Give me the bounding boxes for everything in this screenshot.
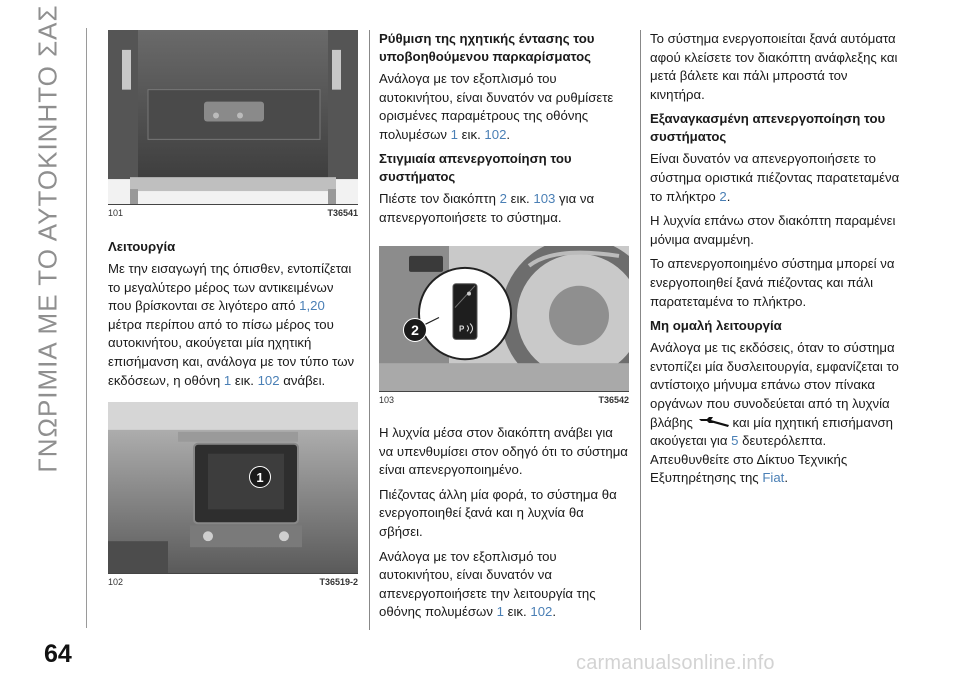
- heading-volume-adjust: Ρύθμιση της ηχητικής έντασης του υποβοηθούμενου παρκαρίσματος: [379, 31, 595, 64]
- svg-text:P: P: [459, 324, 465, 334]
- figure-code: T36541: [327, 208, 358, 218]
- paragraph-volume-adjust: Ανάλογα με τον εξοπλισμό του αυτοκινήτου, είναι δυνατόν να ρυθμίσετε ορισμένες παραμέτρους της οθόνης πολυμέσων 1 εικ. 102.: [379, 71, 614, 142]
- figure-102-image: [108, 402, 358, 574]
- side-divider: [86, 28, 87, 628]
- paragraph-malfunction: Ανάλογα με τις εκδόσεις, όταν το σύστημα εντοπίζει μία δυσλειτουργία, εμφανίζεται το αντίστοιχο μήνυμα επάνω στον πίνακα οργάνων που συνοδεύεται από τη λυχνία βλάβης και μία ηχητική επισήμανση ακούγεται για 5 δευτερόλεπτα. Απευθυνθείτε στο Δίκτυο Τεχνικής Εξυπηρέτησης της Fiat.: [650, 340, 899, 486]
- column-divider: [640, 30, 641, 630]
- heading-temporary-disable: Στιγμιαία απενεργοποίηση του συστήματος: [379, 151, 572, 185]
- column-3: [650, 30, 900, 494]
- page-number: 64: [44, 640, 72, 668]
- callout-2: 2: [403, 318, 427, 342]
- paragraph-lamp-permanent: Η λυχνία επάνω στον διακόπτη παραμένει μόνιμα αναμμένη.: [650, 213, 896, 247]
- column-2-lower: [379, 424, 629, 628]
- paragraph-lamp-on: Η λυχνία μέσα στον διακόπτη ανάβει για να υπενθυμίσει στον οδηγό ότι το σύστημα είναι απενεργοποιημένο.: [379, 425, 628, 478]
- figure-number: 103: [379, 395, 395, 405]
- watermark: carmanualsonline.info: [576, 652, 775, 674]
- figure-102: [108, 402, 358, 587]
- figure-number: 101: [108, 208, 124, 218]
- figure-101: [108, 30, 358, 218]
- heading-malfunction: Μη ομαλή λειτουργία: [650, 318, 782, 334]
- paragraph-auto-reactivate: Το σύστημα ενεργοποιείται ξανά αυτόματα αφού κλείσετε τον διακόπτη ανάφλεξης και μετά βάλετε και πάλι μπροστά τον κινητήρα.: [650, 31, 898, 102]
- paragraph-multimedia-disable: Ανάλογα με τον εξοπλισμό του αυτοκινήτου, είναι δυνατόν να απενεργοποιήσετε την λειτουργία της οθόνης πολυμέσων 1 εικ. 102.: [379, 548, 596, 620]
- section-title-text: ΓΝΩΡΙΜΙΑ ΜΕ ΤΟ ΑΥΤΟΚΙΝΗΤΟ ΣΑΣ: [32, 3, 63, 473]
- figure-code: T36519-2: [319, 577, 358, 587]
- paragraph-forced-disable: Είναι δυνατόν να απενεργοποιήσετε το σύστημα οριστικά πιέζοντας παρατεταμένα το πλήκτρο 2.: [650, 151, 900, 204]
- paragraph-operation: Με την εισαγωγή της όπισθεν, εντοπίζεται το μεγαλύτερο μέρος των αντικειμένων που βρίσκονται σε λιγότερο από 1,20 μέτρα περίπου από το πίσω μέρος του αυτοκινήτου, ακούγεται μία ηχητική επισήμανση και, ανάλογα με τον τύπο των εκδόσεων, η οθόνη 1 εικ. 102 ανάβει.: [108, 261, 355, 388]
- wrench-icon: [697, 415, 731, 429]
- paragraph-reenable: Το απενεργοποιημένο σύστημα μπορεί να ενεργοποιηθεί ξανά πιέζοντας και πάλι παρατεταμένα το πλήκτρο.: [650, 256, 895, 309]
- section-title-vertical: [28, 3, 68, 473]
- heading-operation: Λειτουργία: [108, 239, 176, 254]
- callout-1: 1: [249, 466, 271, 488]
- heading-forced-disable: Εξαναγκασμένη απενεργοποίηση του συστήματος: [650, 111, 886, 145]
- column-divider: [369, 30, 370, 630]
- figure-code: T36542: [598, 395, 629, 405]
- column-1: [108, 238, 358, 396]
- paragraph-temporary-disable: Πιέστε τον διακόπτη 2 εικ. 103 για να απενεργοποιήσετε το σύστημα.: [379, 191, 595, 225]
- figure-101-image: [108, 30, 358, 205]
- figure-number: 102: [108, 577, 124, 587]
- column-2: [379, 30, 629, 234]
- figure-103-image: [379, 246, 629, 392]
- figure-102-caption: [108, 574, 358, 587]
- figure-103-caption: [379, 392, 629, 405]
- paragraph-press-again: Πιέζοντας άλλη μία φορά, το σύστημα θα ενεργοποιηθεί ξανά και η λυχνία θα σβήσει.: [379, 486, 617, 539]
- figure-101-caption: [108, 205, 358, 218]
- figure-103: [379, 246, 629, 405]
